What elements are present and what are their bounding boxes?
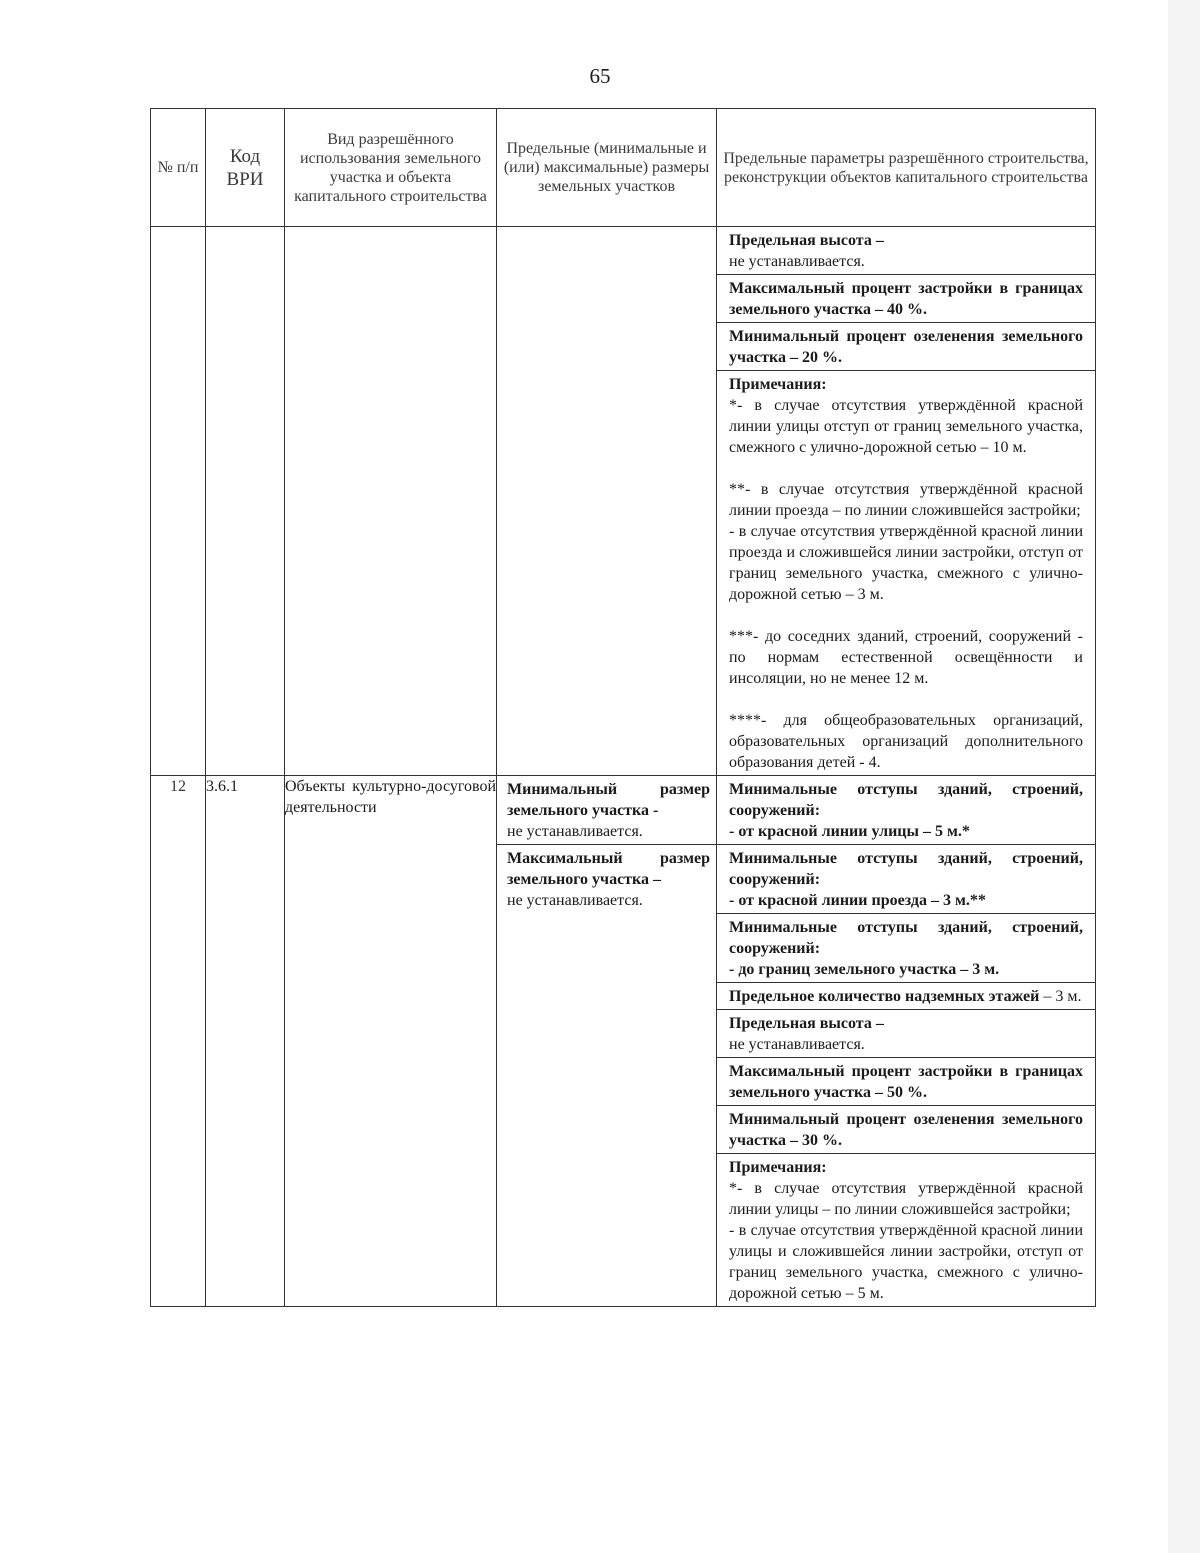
- note-3: ***- до соседних зданий, строений, сооружений - по нормам естественной освещённости и инсоляции, но не менее 12 м.: [729, 628, 1083, 687]
- row12-note-1b: - в случае отсутствия утверждённой красной линии улицы и сложившейся линии застройки, отступ от границ земельного участка, смежного с улично-дорожной сетью – 5 м.: [729, 1222, 1083, 1302]
- row12-params-cell: [717, 776, 1096, 1307]
- param-min-green-percent: Минимальный процент озеленения земельного участка – 20 %.: [717, 323, 1095, 371]
- setback-street-block: [717, 776, 1095, 845]
- table-row-continuation: [151, 227, 1096, 776]
- floors-value: – 3 м.: [1039, 988, 1082, 1005]
- min-size-title: Минимальный размер земельного участка -: [507, 781, 710, 819]
- min-size-value: не устанавливается.: [507, 823, 643, 840]
- cont-size-cell: [497, 227, 717, 776]
- row12-note-1a: *- в случае отсутствия утверждённой красной линии улицы – по линии сложившейся застройки;: [729, 1180, 1083, 1218]
- floors-block: [717, 983, 1095, 1010]
- cont-code-cell: [206, 227, 285, 776]
- scan-edge-strip: [1168, 0, 1200, 1553]
- param-height-title: Предельная высота –: [729, 232, 884, 249]
- header-code: Код ВРИ: [206, 109, 285, 227]
- row12-use-type: Объекты культурно-досуговой деятельности: [285, 776, 497, 1307]
- row12-size-cell: [497, 776, 717, 1307]
- row12-code: 3.6.1: [206, 776, 285, 1307]
- param-height-value: не устанавливается.: [729, 253, 865, 270]
- cont-use-cell: [285, 227, 497, 776]
- note-2a: **- в случае отсутствия утверждённой красной линии проезда – по линии сложившейся застройки;: [729, 481, 1083, 519]
- setback-street-value: - от красной линии улицы – 5 м.*: [729, 823, 970, 840]
- header-num: № п/п: [151, 109, 206, 227]
- notes-block: [717, 371, 1095, 775]
- max-build-percent: Максимальный процент застройки в границах земельного участка – 50 %.: [717, 1058, 1095, 1106]
- table-row-12: [151, 776, 1096, 1307]
- floors-title: Предельное количество надземных этажей: [729, 988, 1040, 1005]
- cont-params-cell: [717, 227, 1096, 776]
- height-title: Предельная высота –: [729, 1015, 884, 1032]
- max-size-title: Максимальный размер земельного участка –: [507, 850, 710, 888]
- setback-passage-value: - от красной линии проезда – 3 м.**: [729, 892, 986, 909]
- row12-notes-block: [717, 1154, 1095, 1306]
- note-4: ****- для общеобразовательных организаций, образовательных организаций дополнительного образования детей - 4.: [729, 712, 1083, 771]
- max-size-value: не устанавливается.: [507, 892, 643, 909]
- note-2b: - в случае отсутствия утверждённой красной линии проезда и сложившейся линии застройки, отступ от границ земельного участка, смежного с улично-дорожной сетью – 3 м.: [729, 523, 1083, 603]
- header-params: Предельные параметры разрешённого строительства, реконструкции объектов капитального строительства: [717, 109, 1096, 227]
- setback-boundary-block: [717, 914, 1095, 983]
- setback-boundary-title: Минимальные отступы зданий, строений, сооружений:: [729, 919, 1083, 957]
- cont-num-cell: [151, 227, 206, 776]
- setback-boundary-value: - до границ земельного участка – 3 м.: [729, 961, 1000, 978]
- height-block: [717, 1010, 1095, 1058]
- param-max-build-percent: Максимальный процент застройки в границах земельного участка – 40 %.: [717, 275, 1095, 323]
- note-1: *- в случае отсутствия утверждённой красной линии улицы отступ от границ земельного участка, смежного с улично-дорожной сетью – 10 м.: [729, 397, 1083, 456]
- max-size-block: [497, 845, 716, 913]
- page-number: 65: [589, 64, 611, 88]
- row12-num: 12: [151, 776, 206, 1307]
- setback-passage-title: Минимальные отступы зданий, строений, сооружений:: [729, 850, 1083, 888]
- notes-title: Примечания:: [729, 376, 827, 393]
- header-plot-sizes: Предельные (минимальные и (или) максимальные) размеры земельных участков: [497, 109, 717, 227]
- min-green-percent: Минимальный процент озеленения земельного участка – 30 %.: [717, 1106, 1095, 1154]
- height-value: не устанавливается.: [729, 1036, 865, 1053]
- regulations-table: [150, 108, 1096, 1307]
- setback-street-title: Минимальные отступы зданий, строений, сооружений:: [729, 781, 1083, 819]
- min-size-block: [497, 776, 716, 845]
- row12-notes-title: Примечания:: [729, 1159, 827, 1176]
- setback-passage-block: [717, 845, 1095, 914]
- table-header-row: [151, 109, 1096, 227]
- header-use-type: Вид разрешённого использования земельного участка и объекта капитального строительства: [285, 109, 497, 227]
- param-height-block: [717, 227, 1095, 275]
